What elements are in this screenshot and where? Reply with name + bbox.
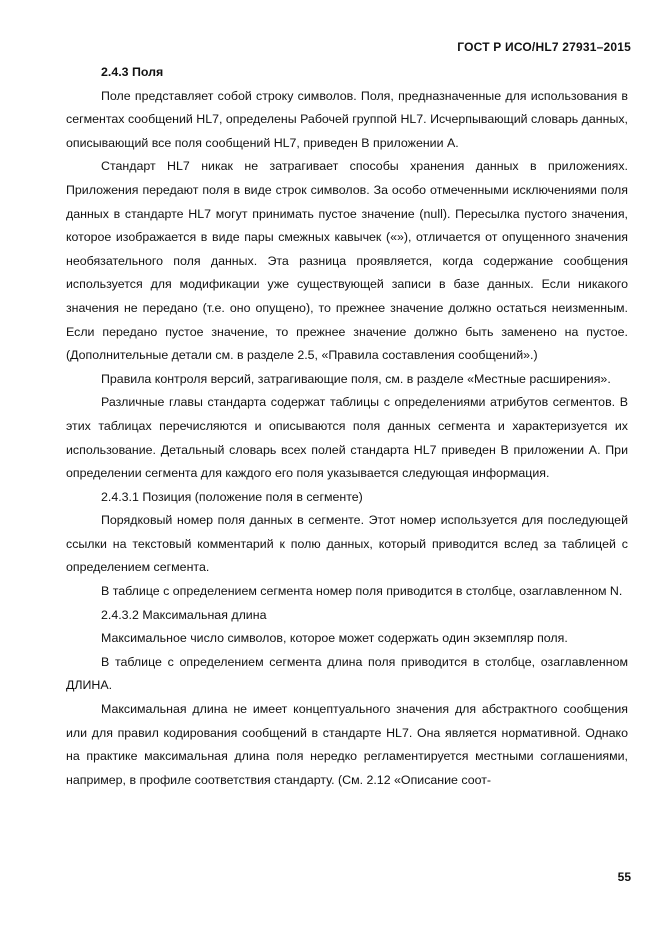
paragraph: Правила контроля версий, затрагивающие поля, см. в разделе «Местные расширения». bbox=[101, 371, 611, 386]
paragraph: Максимальное число символов, которое может содержать один экземпляр поля. bbox=[101, 631, 568, 646]
subsection-heading: 2.4.3.2 Максимальная длина bbox=[101, 607, 267, 622]
paragraph: Стандарт HL7 никак не затрагивает способы хранения данных в приложениях. Приложения передают поля в виде строк символов. За особо отмеченными исключениями поля данных в стандарте HL7 могут принимать пустое значение (null). Пересылка пустого значения, которое изображается в виде пары смежных кавычек («»), отличается от опущенного значения необязательного поля данных. Эта разница проявляется, когда содержание сообщения используется для модификации уже существующей записи в базе данных. Если никакого значения не передано (т.е. оно опущено), то прежнее значение должно остаться неизменным. Если передано пустое значение, то прежнее значение должно быть заменено на пустое. (Дополнительные детали см. в разделе 2.5, «Правила составления сообщений».) bbox=[66, 159, 628, 363]
paragraph: Максимальная длина не имеет концептуального значения для абстрактного сообщения или для правил кодирования сообщений в стандарте HL7. Она является нормативной. Однако на практике максимальная длина поля нередко регламентируется местными соглашениями, например, в профиле соответствия стандарту. (См. 2.12 «Описание соот- bbox=[66, 702, 628, 787]
paragraph: Порядковый номер поля данных в сегменте. Этот номер используется для последующей ссылки на текстовый комментарий к полю данных, который приводится вслед за таблицей с определением сегмента. bbox=[66, 513, 628, 575]
paragraph: Поле представляет собой строку символов. Поля, предназначенные для использования в сегментах сообщений HL7, определены Рабочей группой HL7. Исчерпывающий словарь данных, описывающий все поля сообщений HL7, приведен В приложении А. bbox=[66, 88, 628, 150]
document-header: ГОСТ Р ИСО/HL7 27931–2015 bbox=[457, 40, 631, 54]
page-number: 55 bbox=[617, 870, 631, 884]
section-heading: 2.4.3 Поля bbox=[101, 65, 164, 79]
paragraph: В таблице с определением сегмента длина поля приводится в столбце, озаглавленном ДЛИНА. bbox=[66, 654, 628, 693]
subsection-heading: 2.4.3.1 Позиция (положение поля в сегменте) bbox=[101, 489, 363, 504]
page-body bbox=[66, 61, 628, 792]
paragraph: В таблице с определением сегмента номер поля приводится в столбце, озаглавленном N. bbox=[101, 584, 623, 599]
paragraph: Различные главы стандарта содержат таблицы с определениями атрибутов сегментов. В этих таблицах перечисляются и описываются поля данных сегмента и характеризуется их использование. Детальный словарь всех полей стандарта HL7 приведен В приложении А. При определении сегмента для каждого его поля указывается следующая информация. bbox=[66, 395, 628, 481]
